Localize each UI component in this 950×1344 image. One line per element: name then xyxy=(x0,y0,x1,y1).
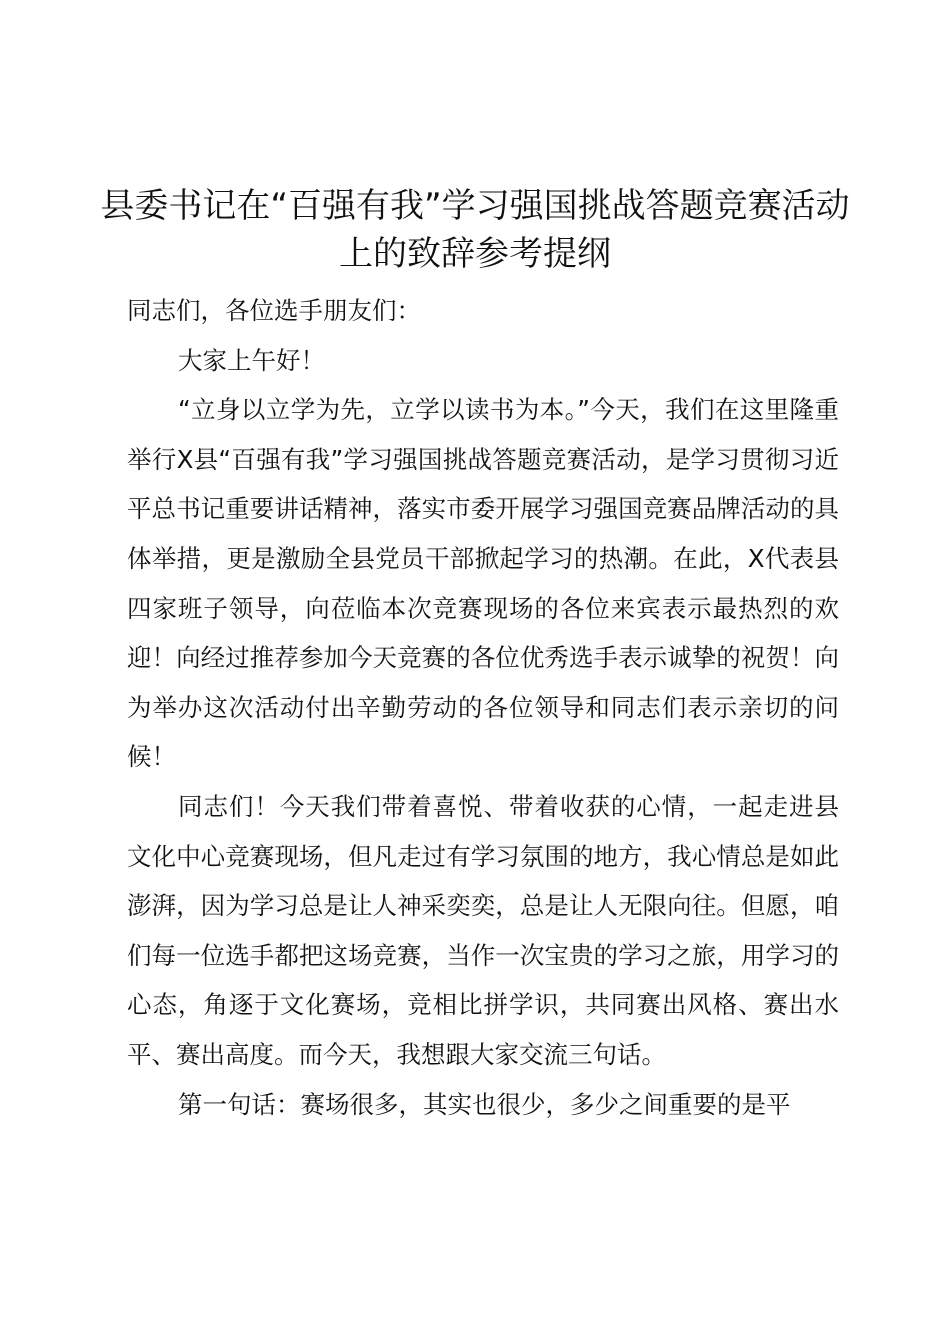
paragraph-greeting: 大家上午好！ xyxy=(178,345,325,375)
document-body xyxy=(127,286,839,1129)
salutation: 同志们，各位选手朋友们： xyxy=(127,296,421,325)
document-title: 县委书记在“百强有我”学习强国挑战答题竞赛活动上的致辞参考提纲 xyxy=(100,186,850,274)
paragraph-first-point: 第一句话：赛场很多，其实也很少，多少之间重要的是平 xyxy=(178,1089,791,1119)
paragraph-reflection: 同志们！今天我们带着喜悦、带着收获的心情，一起走进县文化中心竞赛现场，但凡走过有学习氛围的地方，我心情总是如此澎湃，因为学习总是让人神采奕奕，总是让人无限向往。但愿，咱们每一位选手都把这场竞赛，当作一次宝贵的学习之旅，用学习的心态，角逐于文化赛场，竞相比拼学识，共同赛出风格、赛出水平、赛出高度。而今天，我想跟大家交流三句话。 xyxy=(127,791,839,1069)
paragraph-welcome: “立身以立学为先，立学以读书为本。”今天，我们在这里隆重举行X县“百强有我”学习强国挑战答题竞赛活动，是学习贯彻习近平总书记重要讲话精神，落实市委开展学习强国竞赛品牌活动的具体举措，更是激励全县党员干部掀起学习的热潮。在此，X代表县四家班子领导，向莅临本次竞赛现场的各位来宾表示最热烈的欢迎！向经过推荐参加今天竞赛的各位优秀选手表示诚挚的祝贺！向为举办这次活动付出辛勤劳动的各位领导和同志们表示亲切的问候！ xyxy=(127,395,839,772)
